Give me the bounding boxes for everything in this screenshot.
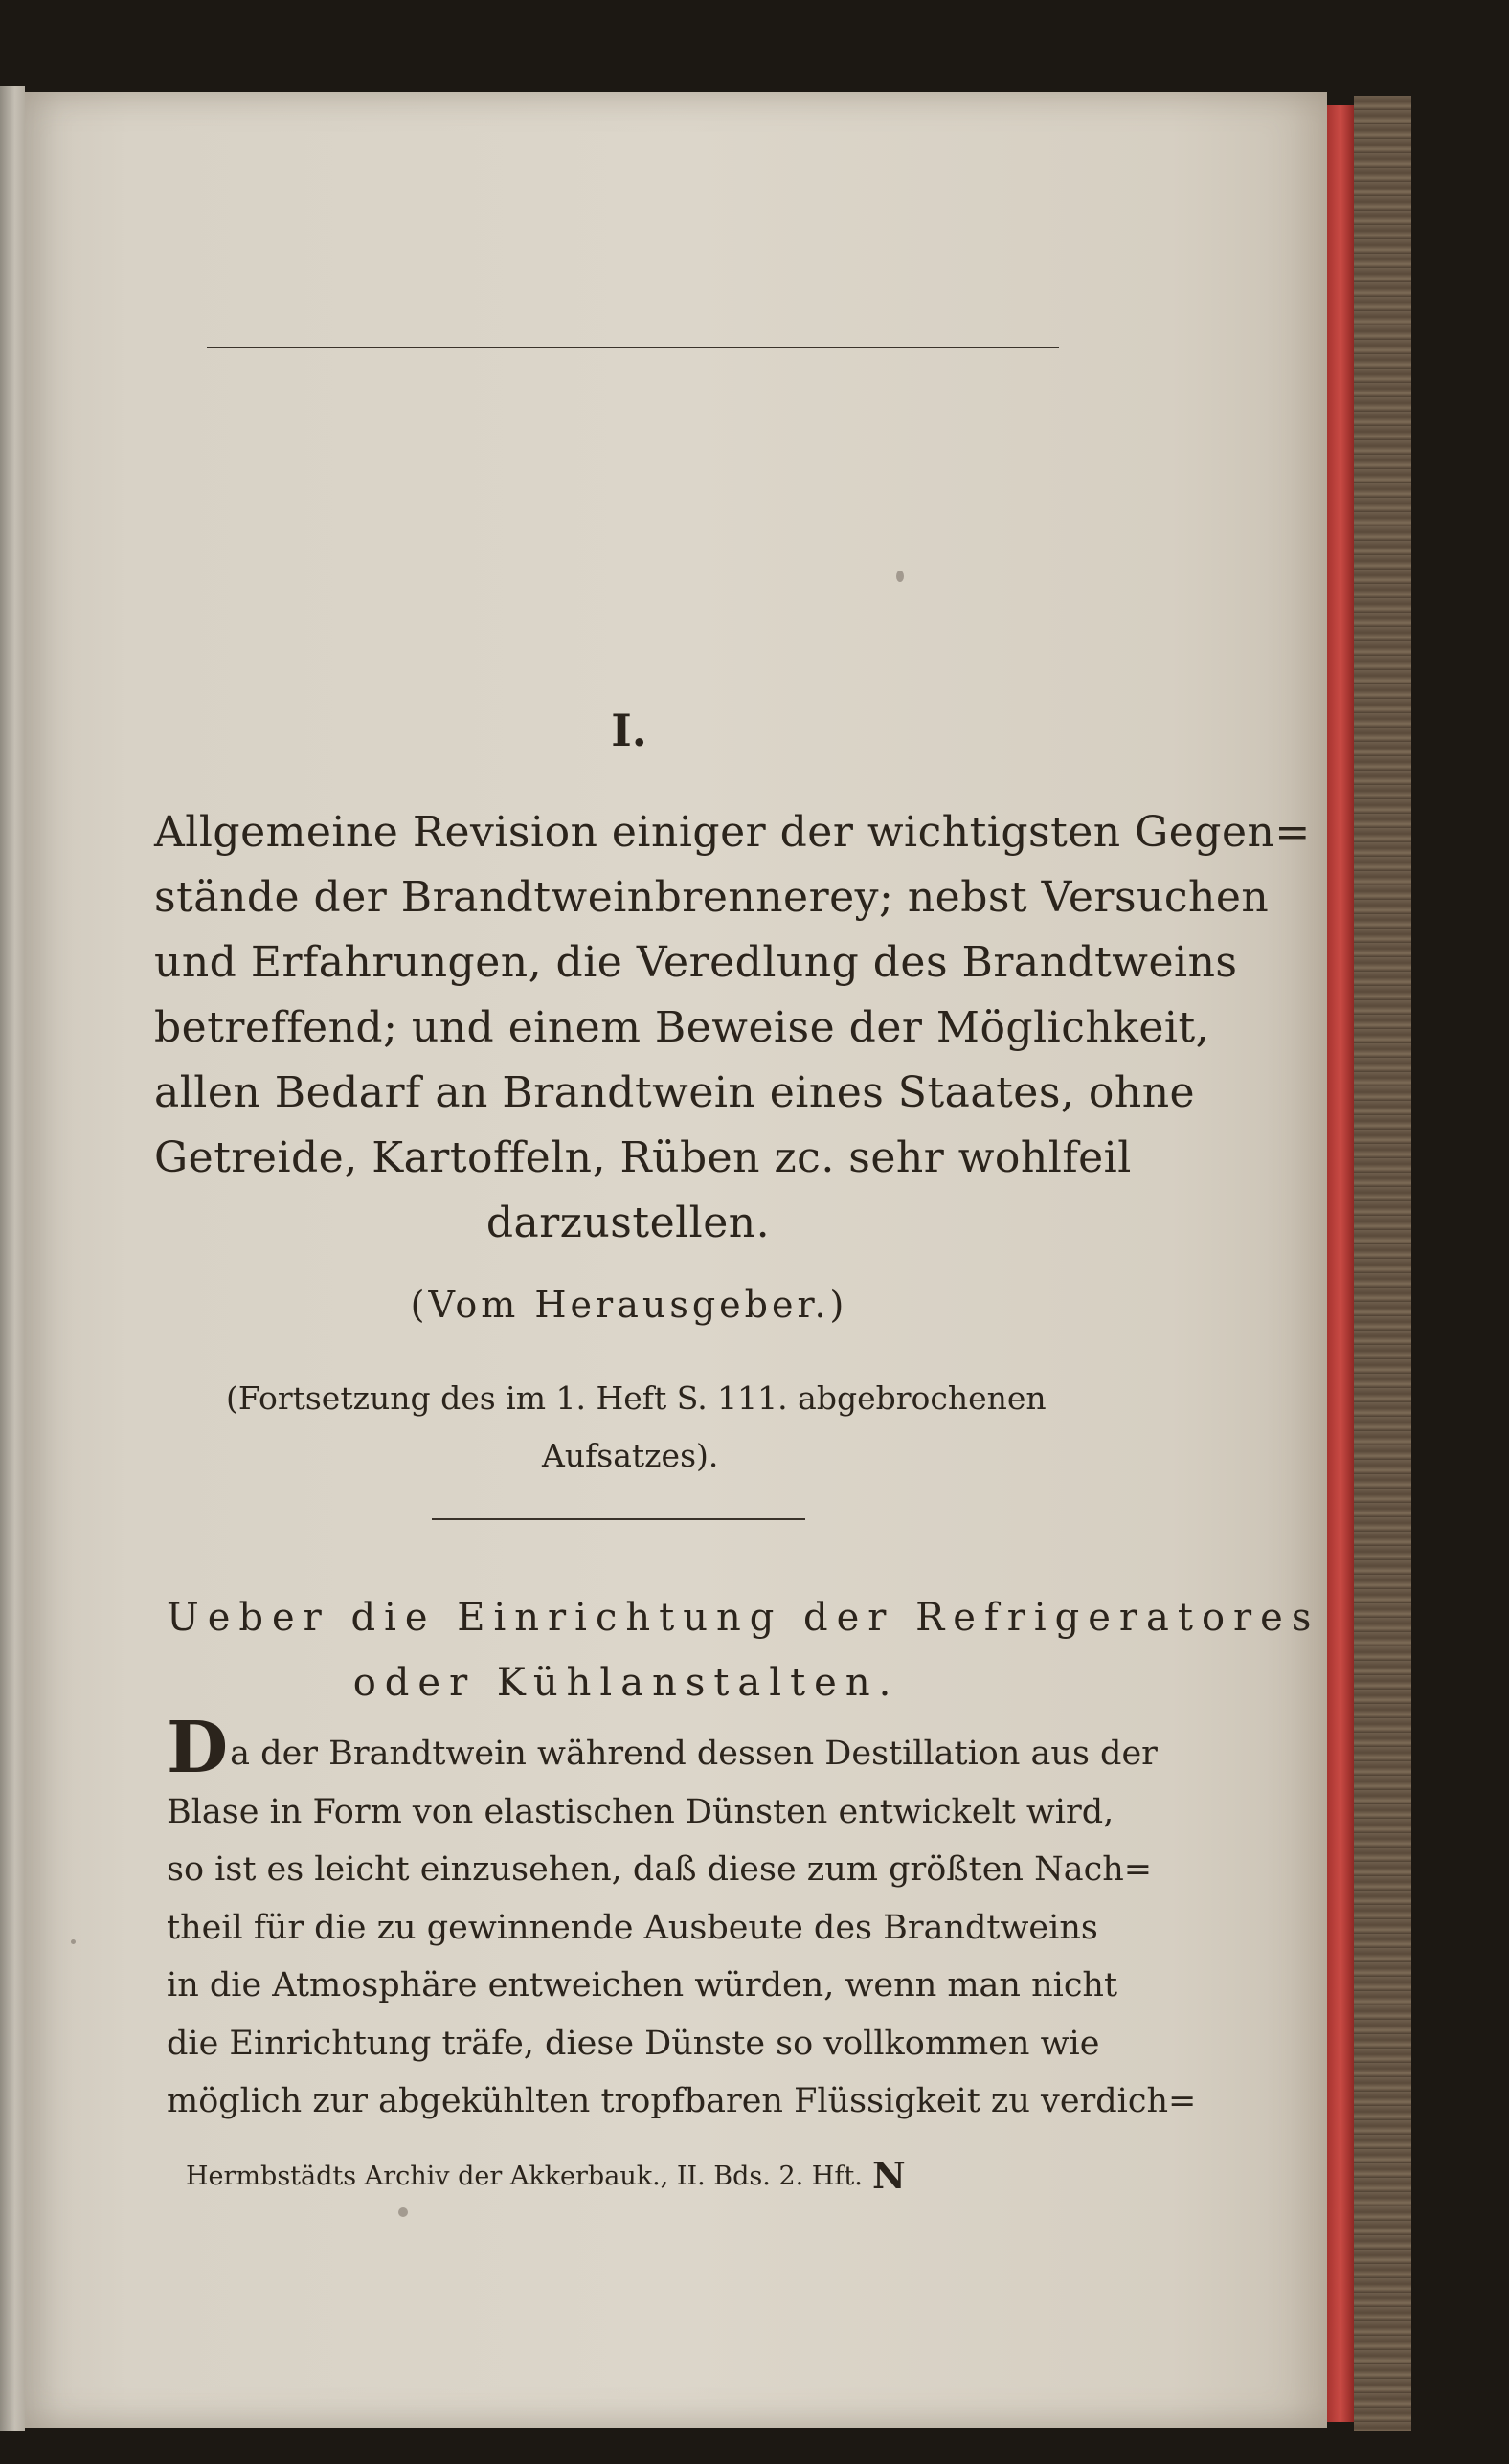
- left-page-edge: [0, 86, 25, 2431]
- title-line: Getreide, Kartoffeln, Rüben zc. sehr wohlfeil: [154, 1133, 1132, 1182]
- author-line: (Vom Herausgeber.): [410, 1284, 848, 1326]
- continuation-line: (Fortsetzung des im 1. Heft S. 111. abgebrochenen: [226, 1379, 1047, 1417]
- body-paragraph: [167, 1707, 1197, 2131]
- body-line: in die Atmosphäre entweichen würden, wenn man nicht: [167, 1966, 1118, 2005]
- first-line-text: a der Brandtwein während dessen Destillation aus der: [230, 1735, 1158, 1773]
- drop-cap: D: [167, 1707, 229, 1789]
- title-line: stände der Brandtweinbrennerey; nebst Versuchen: [154, 873, 1270, 922]
- chapter-number: I.: [611, 705, 647, 756]
- body-line: die Einrichtung träfe, diese Dünste so vollkommen wie: [167, 2024, 1100, 2063]
- book-page: [25, 92, 1327, 2428]
- red-page-edge: [1327, 105, 1354, 2422]
- body-line: theil für die zu gewinnende Ausbeute des Brandtweins: [167, 1908, 1098, 1947]
- top-rule: [207, 347, 1059, 348]
- ink-spot: [398, 2207, 408, 2217]
- book-spine: [1354, 96, 1411, 2431]
- ink-spot: [896, 571, 904, 582]
- section-heading: [167, 1585, 1320, 1715]
- signature-mark: N: [872, 2154, 906, 2197]
- footer-citation: Hermbstädts Archiv der Akkerbauk., II. Bds. 2. Hft.: [186, 2162, 863, 2191]
- title-line: betreffend; und einem Beweise der Möglichkeit,: [154, 1003, 1210, 1052]
- ink-spot: [71, 1939, 76, 1944]
- body-line: [167, 1707, 1158, 1789]
- chapter-title: [154, 800, 1311, 1256]
- title-line: und Erfahrungen, die Veredlung des Brandtweins: [154, 938, 1238, 987]
- section-divider: [432, 1518, 805, 1520]
- body-line: möglich zur abgekühlten tropfbaren Flüssigkeit zu verdich=: [167, 2082, 1197, 2120]
- title-line: allen Bedarf an Brandtwein eines Staates, ohne: [154, 1068, 1196, 1117]
- body-line: Blase in Form von elastischen Dünsten entwickelt wird,: [167, 1792, 1115, 1831]
- body-line: so ist es leicht einzusehen, daß diese zum größten Nach=: [167, 1850, 1153, 1889]
- section-heading-line: Ueber die Einrichtung der Refrigeratores: [167, 1596, 1320, 1640]
- section-heading-line: oder Kühlanstalten.: [352, 1661, 900, 1705]
- continuation-note: [226, 1370, 1047, 1485]
- title-line: darzustellen.: [485, 1198, 771, 1247]
- title-line: Allgemeine Revision einiger der wichtigsten Gegen=: [154, 808, 1311, 857]
- continuation-line: Aufsatzes).: [542, 1437, 719, 1474]
